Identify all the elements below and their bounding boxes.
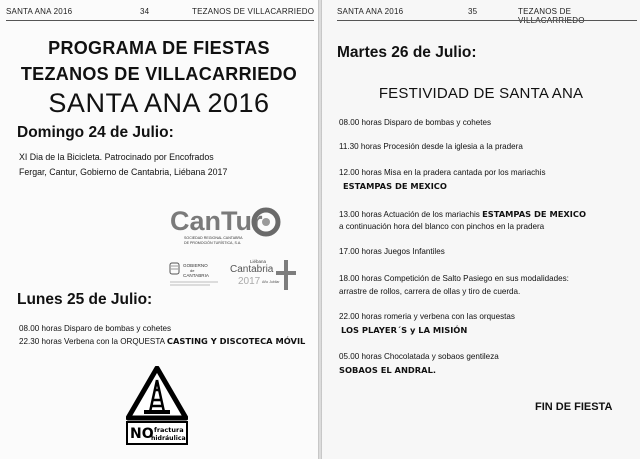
- monday-line-2-text: 22.30 horas Verbena con la ORQUESTA: [19, 337, 167, 346]
- sunday-line-1: XI Dia de la Bicicleta. Patrocinado por Encofrados: [19, 152, 214, 162]
- hidraulica-text: hidráulica: [151, 435, 186, 442]
- right-header-title: SANTA ANA 2016: [337, 7, 404, 16]
- left-header-rule: [6, 20, 314, 21]
- sunday-line-2: Fergar, Cantur, Gobierno de Cantabria, Liébana 2017: [19, 167, 228, 177]
- event-0500-sponsor: SOBAOS EL ANDRAL.: [339, 365, 437, 375]
- festividad-heading: FESTIVIDAD DE SANTA ANA: [378, 85, 584, 102]
- event-1300-text: 13.00 horas Actuación de los mariachis: [339, 210, 483, 219]
- event-0800: 08.00 horas Disparo de bombas y cohetes: [339, 118, 492, 127]
- day-heading-monday: Lunes 25 de Julio:: [17, 291, 153, 308]
- right-page: [322, 0, 640, 459]
- event-1200-line-1: 12.00 horas Misa en la pradera cantada por los mariachis: [339, 168, 546, 177]
- cantur-subtitle-1: SOCIEDAD REGIONAL CANTABRA: [184, 236, 243, 240]
- left-page: [0, 0, 318, 459]
- monday-band-name: CASTING Y DISCOTECA MÓVIL: [166, 336, 306, 346]
- year-2017-text: 2017: [238, 276, 261, 287]
- right-header-place: TEZANOS DE: [518, 7, 572, 16]
- left-header-title: SANTA ANA 2016: [6, 7, 73, 16]
- right-header-rule: [337, 20, 637, 21]
- day-heading-sunday: Domingo 24 de Julio:: [17, 124, 174, 141]
- right-page-number: 35: [468, 7, 478, 16]
- left-header-place: TEZANOS DE VILLACARRIEDO: [192, 7, 315, 16]
- monday-line-1: 08.00 horas Disparo de bombas y cohetes: [19, 324, 172, 333]
- event-1300-line-2: a continuación hora del blanco con pinchos en la pradera: [339, 222, 545, 231]
- monday-line-2: [19, 335, 305, 348]
- event-2200-bands: LOS PLAYER´S y LA MISIÓN: [341, 325, 468, 335]
- ano-jubilar-text: Año Jubilar: [262, 280, 280, 284]
- event-1800-line-2: arrastre de rollos, carrera de ollas y tiro de cuerda.: [339, 287, 521, 296]
- liebana-text: Liébana: [250, 259, 267, 264]
- program-title: PROGRAMA DE FIESTAS: [48, 38, 270, 58]
- event-1130: 11.30 horas Procesión desde la iglesia a la pradera: [339, 142, 523, 151]
- gobierno-cantabria-logo: [168, 258, 228, 290]
- fractura-text: fractura: [154, 426, 184, 434]
- program-place: TEZANOS DE VILLACARRIEDO: [20, 64, 298, 84]
- cantabria-text: Cantabria: [230, 264, 274, 275]
- no-fracking-logo: [126, 366, 188, 446]
- left-page-number: 34: [140, 7, 150, 16]
- gobierno-text-3: CANTABRIA: [183, 273, 209, 278]
- program-event: SANTA ANA 2016: [48, 88, 270, 118]
- cantabria-liebana-2017-logo: [230, 256, 296, 294]
- gobierno-text-1: GOBIERNO: [183, 263, 208, 268]
- gobierno-text-2: de: [190, 268, 195, 273]
- no-text: NO: [130, 426, 154, 442]
- event-1200-band: ESTAMPAS DE MEXICO: [343, 181, 447, 191]
- event-1300-band: ESTAMPAS DE MEXICO: [482, 209, 587, 219]
- cantur-subtitle-2: DE PROMOCIÓN TURÍSTICA, S.A.: [184, 241, 242, 245]
- fin-de-fiesta: FIN DE FIESTA: [535, 401, 613, 413]
- cantur-wordmark: CanTur: [170, 206, 263, 236]
- event-1700: 17.00 horas Juegos Infantiles: [339, 247, 445, 256]
- event-1800-line-1: 18.00 horas Competición de Salto Pasiego en sus modalidades:: [339, 274, 569, 283]
- event-0500-line-1: 05.00 horas Chocolatada y sobaos gentileza: [339, 352, 499, 361]
- event-2200-line-1: 22.00 horas romeria y verbena con las orquestas: [339, 312, 515, 321]
- event-1300-line-1: [339, 208, 586, 221]
- cantur-logo: [170, 203, 288, 247]
- day-heading-tuesday: Martes 26 de Julio:: [337, 44, 477, 61]
